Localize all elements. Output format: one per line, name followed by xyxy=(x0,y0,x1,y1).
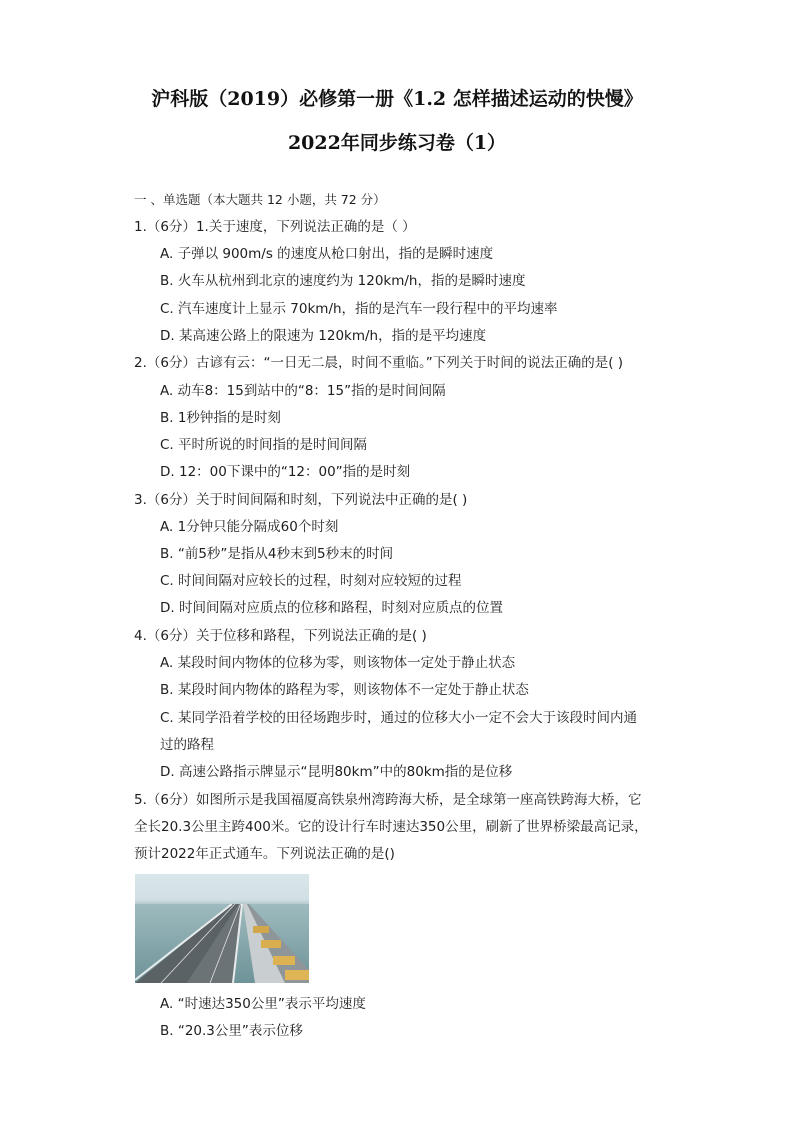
question-1-option-a: A. 子弹以 900m/s 的速度从枪口射出，指的是瞬时速度 xyxy=(160,246,494,262)
question-2-option-d: D. 12：00下课中的“12：00”指的是时刻 xyxy=(160,464,411,480)
question-5-stem-line-1: 5.（6分）如图所示是我国福厦高铁泉州湾跨海大桥，是全球第一座高铁跨海大桥，它 xyxy=(134,792,642,808)
question-4-option-b: B. 某段时间内物体的路程为零，则该物体不一定处于静止状态 xyxy=(160,682,529,698)
question-3-stem: 3.（6分）关于时间间隔和时刻，下列说法中正确的是( ) xyxy=(134,492,468,508)
question-1-stem: 1.（6分）1.关于速度，下列说法正确的是（ ） xyxy=(134,219,416,235)
question-5-option-a: A. “时速达350公里”表示平均速度 xyxy=(160,996,366,1012)
page-title-line-1: 沪科版（2019）必修第一册《1.2 怎样描述运动的快慢》 xyxy=(151,88,643,110)
question-4-option-c: C. 某同学沿着学校的田径场跑步时，通过的位移大小一定不会大于该段时间内通 xyxy=(160,710,638,726)
question-3-option-c: C. 时间间隔对应较长的过程，时刻对应较短的过程 xyxy=(160,573,462,589)
question-4-option-a: A. 某段时间内物体的位移为零，则该物体一定处于静止状态 xyxy=(160,655,516,671)
question-5-option-b: B. “20.3公里”表示位移 xyxy=(160,1023,303,1039)
question-3-option-a: A. 1分钟只能分隔成60个时刻 xyxy=(160,519,339,535)
question-1-option-c: C. 汽车速度计上显示 70km/h，指的是汽车一段行程中的平均速率 xyxy=(160,301,558,317)
question-1-option-b: B. 火车从杭州到北京的速度约为 120km/h，指的是瞬时速度 xyxy=(160,273,526,289)
question-5-stem-line-3: 预计2022年正式通车。下列说法正确的是() xyxy=(134,846,395,862)
section-heading: 一 、单选题（本大题共 12 小题，共 72 分） xyxy=(134,192,386,207)
question-2-stem: 2.（6分）古谚有云：“一日无二晨，时间不重临。”下列关于时间的说法正确的是( ) xyxy=(134,355,624,371)
question-2-option-c: C. 平时所说的时间指的是时间间隔 xyxy=(160,437,368,453)
question-4-option-c-continued: 过的路程 xyxy=(160,737,214,753)
question-5-stem-line-2: 全长20.3公里主跨400米。它的设计行车时速达350公里，刷新了世界桥梁最高记录， xyxy=(134,819,648,835)
question-3-option-d: D. 时间间隔对应质点的位移和路程，时刻对应质点的位置 xyxy=(160,600,503,616)
question-4-option-d: D. 高速公路指示牌显示“昆明80km”中的80km指的是位移 xyxy=(160,764,513,780)
page-title-line-2: 2022年同步练习卷（1） xyxy=(287,132,507,154)
bridge-photo xyxy=(135,874,309,983)
question-2-option-b: B. 1秒钟指的是时刻 xyxy=(160,410,281,426)
question-2-option-a: A. 动车8：15到站中的“8：15”指的是时间间隔 xyxy=(160,383,446,399)
question-4-stem: 4.（6分）关于位移和路程，下列说法正确的是( ) xyxy=(134,628,427,644)
question-3-option-b: B. “前5秒”是指从4秒末到5秒末的时间 xyxy=(160,546,394,562)
question-1-option-d: D. 某高速公路上的限速为 120km/h，指的是平均速度 xyxy=(160,328,487,344)
